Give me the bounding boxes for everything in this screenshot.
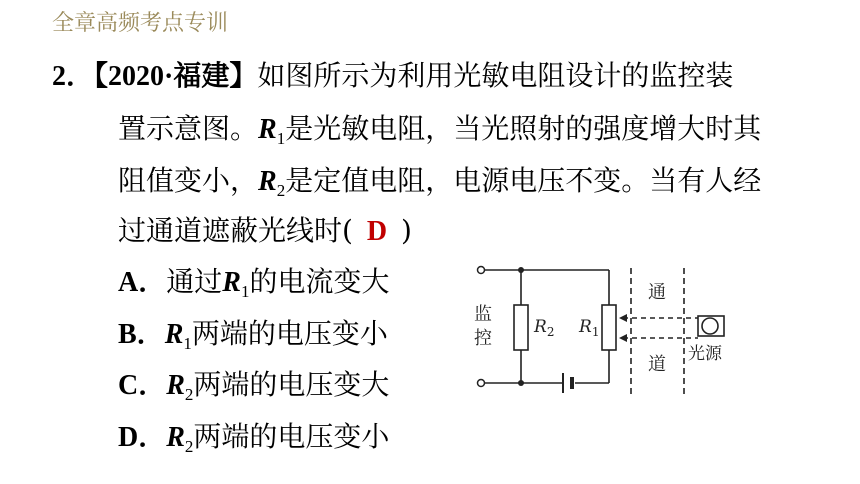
option-d-var: R [166, 422, 185, 453]
answer-mark: D [366, 216, 388, 247]
r1-diagram-label [578, 317, 599, 339]
option-d-label: D． [118, 422, 167, 453]
r2-diagram-sub: 2 [546, 325, 555, 339]
option-a-text: 的电流变大 [249, 265, 390, 298]
question-line-4 [118, 213, 412, 250]
option-a-prefix: 通过 [166, 265, 223, 298]
option-b-var: R [164, 319, 184, 350]
monitor-label-2: 控 [474, 328, 492, 349]
r2-symbol [258, 166, 286, 200]
option-b-label: B． [118, 319, 165, 350]
question-number: 2． [52, 61, 95, 92]
question-line-2 [118, 111, 761, 157]
option-b-sub: 1 [183, 334, 192, 353]
question-text-4: 过通道遮蔽光线时( [118, 214, 353, 247]
option-b-text: 两端的电压变小 [191, 317, 388, 350]
question-text-2a: 置示意图。 [118, 112, 259, 145]
light-source-label: 光源 [688, 344, 722, 364]
r1-subscript: 1 [276, 129, 286, 148]
question-line-1 [52, 58, 733, 95]
monitor-label-1: 监 [474, 304, 492, 325]
option-b-symbol [164, 319, 192, 353]
junction-top [518, 267, 524, 273]
question-line-3 [118, 163, 761, 209]
question-text-3a: 阻值变小， [118, 164, 259, 197]
option-a[interactable] [118, 264, 389, 310]
option-c-text: 两端的电压变大 [193, 368, 390, 401]
r1-symbol [258, 114, 286, 148]
option-c-label: C． [118, 370, 167, 401]
arrowhead-2 [619, 334, 627, 342]
option-b[interactable] [118, 316, 388, 362]
option-c[interactable] [118, 367, 389, 413]
r2-diagram-letter: R [534, 317, 547, 337]
terminal-bottom [478, 380, 485, 387]
option-d-symbol [166, 422, 194, 456]
option-d-sub: 2 [184, 437, 194, 456]
option-a-var: R [222, 267, 241, 298]
option-c-sub: 2 [184, 385, 194, 404]
option-c-symbol [166, 370, 194, 404]
r2-letter: R [258, 166, 277, 197]
question-close-paren: ) [400, 214, 412, 247]
circuit-diagram [460, 258, 750, 408]
r1-resistor [602, 305, 616, 350]
question-source: 【2020·福建】 [94, 61, 258, 92]
r1-letter: R [258, 114, 277, 145]
option-a-label: A． [118, 267, 167, 298]
r2-subscript: 2 [276, 181, 286, 200]
r1-diagram-letter: R [579, 317, 592, 337]
channel-label-2: 道 [648, 354, 666, 375]
question-text-1: 如图所示为利用光敏电阻设计的监控装 [257, 59, 734, 92]
option-c-var: R [166, 370, 185, 401]
channel-label-1: 通 [648, 282, 666, 303]
light-source-icon [702, 318, 718, 334]
option-a-sub: 1 [240, 282, 250, 301]
option-d[interactable] [118, 419, 389, 465]
question-text-3b: 是定值电阻，电源电压不变。当有人经 [285, 164, 762, 197]
arrowhead-1 [619, 314, 627, 322]
terminal-top [478, 267, 485, 274]
option-a-symbol [222, 267, 250, 301]
option-d-text: 两端的电压变小 [193, 420, 390, 453]
r1-diagram-sub: 1 [591, 325, 600, 339]
r2-resistor [514, 305, 528, 350]
junction-bottom [518, 380, 524, 386]
question-text-2b: 是光敏电阻，当光照射的强度增大时其 [285, 112, 762, 145]
course-header: 全章高频考点专训 [52, 11, 229, 36]
r2-diagram-label [533, 317, 554, 339]
